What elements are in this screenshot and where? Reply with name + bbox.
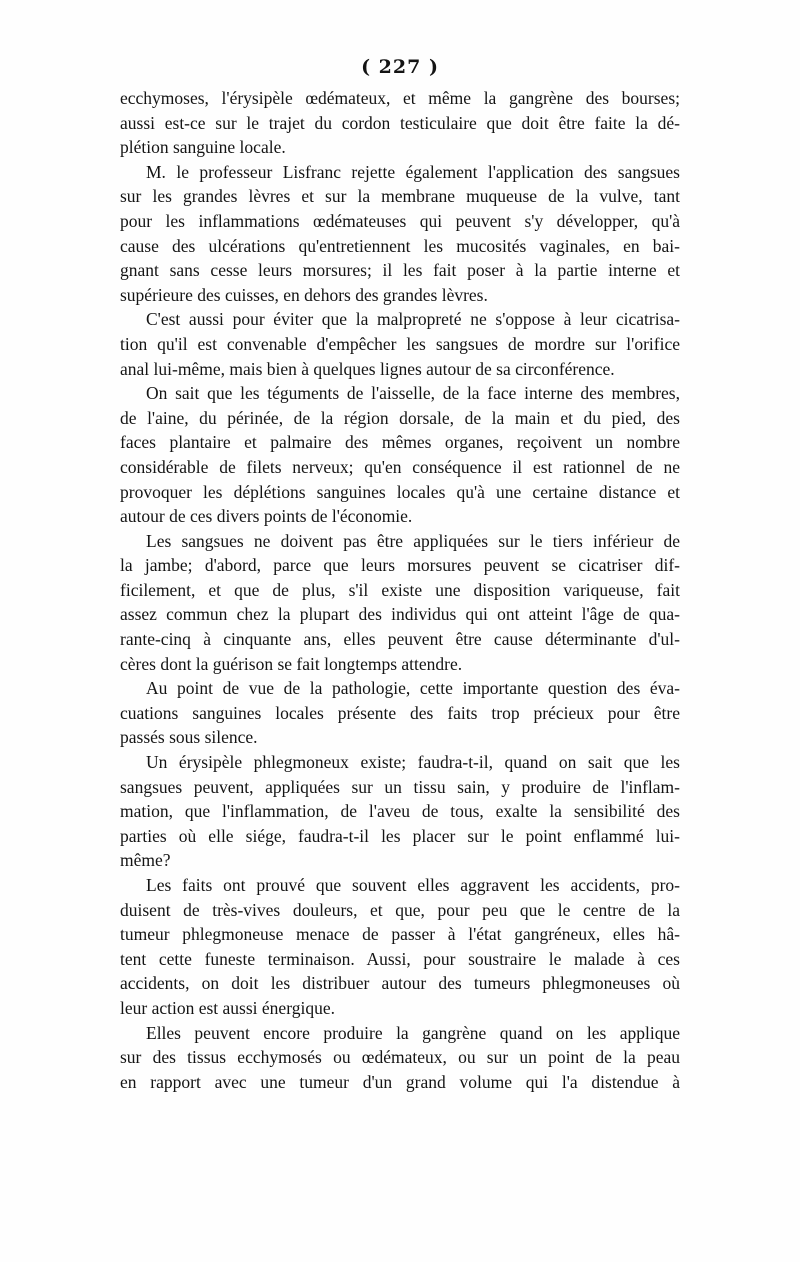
- text-line: accidents, on doit les distribuer autour des tumeurs phlegmoneuses où: [120, 973, 680, 994]
- page-number: ( 227 ): [361, 56, 439, 78]
- text-line: tumeur phlegmoneuse menace de passer à l'état gangréneux, elles hâ-: [120, 924, 680, 945]
- body-text: [120, 86, 680, 1094]
- text-line: cuations sanguines locales présente des faits trop précieux pour être: [120, 702, 680, 723]
- text-line: cères dont la guérison se fait longtemps attendre.: [120, 653, 463, 674]
- text-line: la jambe; d'abord, parce que leurs morsures peuvent se cicatriser dif-: [120, 555, 680, 576]
- text-line: même?: [120, 850, 171, 871]
- text-line: gnant sans cesse leurs morsures; il les fait poser à la partie interne et: [120, 260, 680, 281]
- text-line: provoquer les déplétions sanguines locales qu'à une certaine distance et: [120, 481, 680, 502]
- text-line: mation, que l'inflammation, de l'aveu de tous, exalte la sensibilité des: [120, 801, 680, 822]
- text-line: ficilement, et que de plus, s'il existe une disposition variqueuse, fait: [120, 579, 680, 600]
- text-line: Les faits ont prouvé que souvent elles aggravent les accidents, pro-: [146, 875, 680, 895]
- text-line: Les sangsues ne doivent pas être appliquées sur le tiers inférieur de: [146, 530, 680, 551]
- text-line: assez commun chez la plupart des individus qui ont atteint l'âge de qua-: [120, 604, 680, 625]
- text-line: ecchymoses, l'érysipèle œdémateux, et même la gangrène des bourses;: [120, 88, 680, 108]
- text-line: anal lui-même, mais bien à quelques lignes autour de sa circonférence.: [120, 358, 615, 379]
- text-line: parties où elle siége, faudra-t-il les placer sur le point enflammé lui-: [120, 825, 680, 846]
- text-line: passés sous silence.: [120, 727, 258, 748]
- text-line: C'est aussi pour éviter que la malpropreté ne s'oppose à leur cicatrisa-: [146, 309, 680, 330]
- text-line: supérieure des cuisses, en dehors des grandes lèvres.: [120, 284, 488, 305]
- text-line: de l'aine, du périnée, de la région dorsale, de la main et du pied, des: [120, 407, 680, 428]
- text-line: On sait que les téguments de l'aisselle, de la face interne des membres,: [146, 383, 680, 404]
- text-line: plétion sanguine locale.: [120, 137, 286, 158]
- text-line: leur action est aussi énergique.: [120, 997, 335, 1018]
- text-line: tent cette funeste terminaison. Aussi, pour soustraire le malade à ces: [120, 948, 680, 969]
- text-line: cause des ulcérations qu'entretiennent les mucosités vaginales, en bai-: [120, 235, 680, 256]
- text-line: M. le professeur Lisfranc rejette également l'application des sangsues: [146, 161, 680, 182]
- text-line: sur des tissus ecchymosés ou œdémateux, ou sur un point de la peau: [120, 1047, 680, 1068]
- text-line: Elles peuvent encore produire la gangrène quand on les applique: [146, 1022, 680, 1043]
- text-line: en rapport avec une tumeur d'un grand volume qui l'a distendue à: [120, 1071, 680, 1092]
- text-line: autour de ces divers points de l'économie.: [120, 506, 413, 527]
- text-line: Au point de vue de la pathologie, cette importante question des éva-: [146, 678, 680, 699]
- text-line: considérable de filets nerveux; qu'en conséquence il est rationnel de ne: [120, 456, 680, 477]
- text-line: sur les grandes lèvres et sur la membrane muqueuse de la vulve, tant: [120, 186, 680, 207]
- text-line: faces plantaire et palmaire des mêmes organes, reçoivent un nombre: [120, 432, 680, 453]
- text-line: Un érysipèle phlegmoneux existe; faudra-t-il, quand on sait que les: [146, 752, 680, 773]
- text-line: rante-cinq à cinquante ans, elles peuvent être cause déterminante d'ul-: [120, 629, 680, 650]
- text-line: pour les inflammations œdémateuses qui peuvent s'y développer, qu'à: [120, 210, 680, 231]
- text-line: duisent de très-vives douleurs, et que, pour peu que le centre de la: [120, 899, 680, 920]
- text-line: tion qu'il est convenable d'empêcher les sangsues de mordre sur l'orifice: [120, 333, 680, 354]
- text-line: aussi est-ce sur le trajet du cordon testiculaire que doit être faite la dé-: [120, 112, 680, 133]
- text-line: sangsues peuvent, appliquées sur un tissu sain, y produire de l'inflam-: [120, 776, 680, 797]
